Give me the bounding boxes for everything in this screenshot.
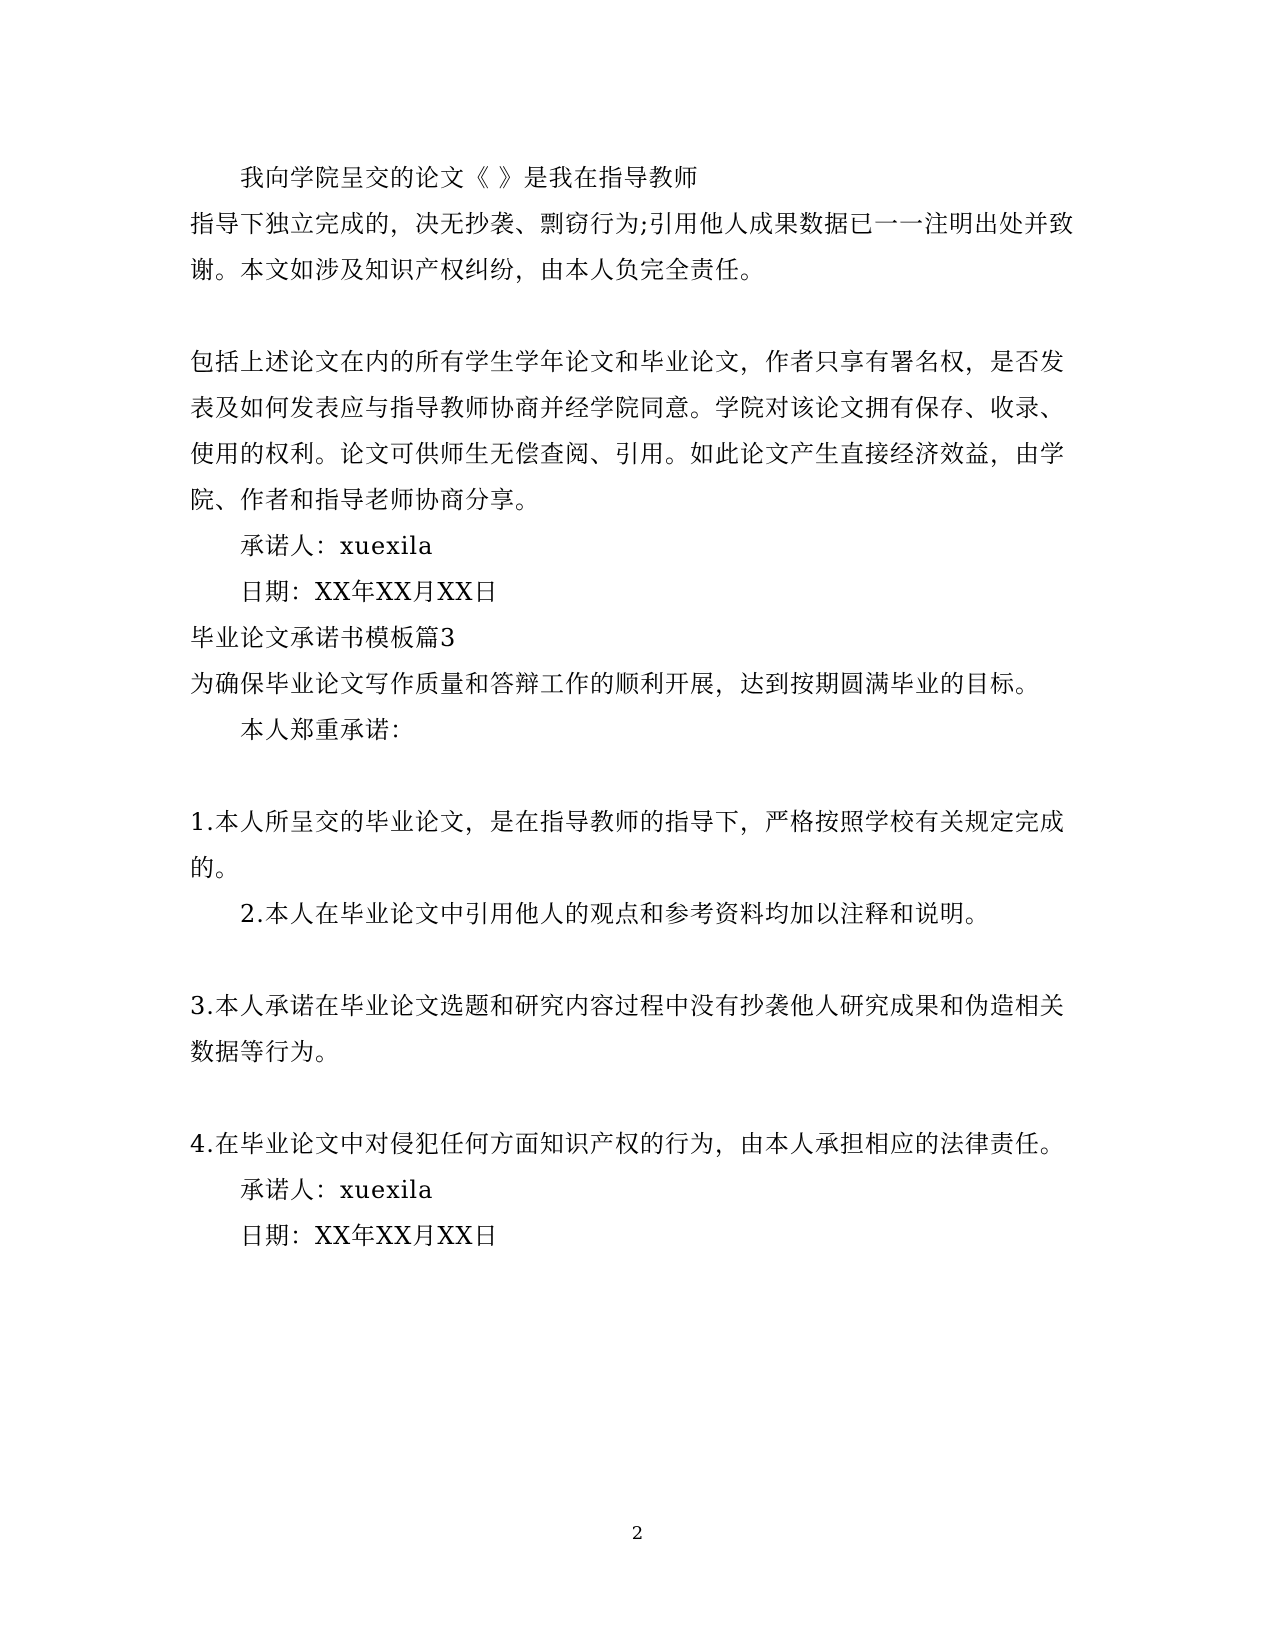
paragraph-line-1: 我向学院呈交的论文《 》是我在指导教师 xyxy=(240,164,699,192)
date-line-1: 日期：XX年XX月XX日 xyxy=(240,578,499,606)
pledge-item-3-line-2: 数据等行为。 xyxy=(190,1038,340,1066)
paragraph-line-8: 为确保毕业论文写作质量和答辩工作的顺利开展，达到按期圆满毕业的目标。 xyxy=(190,670,1040,698)
pledge-item-3-line-1: 3.本人承诺在毕业论文选题和研究内容过程中没有抄袭他人研究成果和伪造相关 xyxy=(190,992,1065,1020)
paragraph-line-3: 谢。本文如涉及知识产权纠纷，由本人负完全责任。 xyxy=(190,256,765,284)
signatory-line-2: 承诺人：xuexila xyxy=(240,1176,434,1204)
paragraph-line-9: 本人郑重承诺： xyxy=(240,716,415,744)
paragraph-line-6: 使用的权利。论文可供师生无偿查阅、引用。如此论文产生直接经济效益，由学 xyxy=(190,440,1065,468)
page-number: 2 xyxy=(631,1523,644,1544)
paragraph-line-2: 指导下独立完成的，决无抄袭、剽窃行为;引用他人成果数据已一一注明出处并致 xyxy=(190,210,1075,238)
signatory-line-1: 承诺人：xuexila xyxy=(240,532,434,560)
section-heading: 毕业论文承诺书模板篇3 xyxy=(190,624,457,652)
paragraph-line-7: 院、作者和指导老师协商分享。 xyxy=(190,486,540,514)
pledge-item-1-line-2: 的。 xyxy=(190,854,240,882)
pledge-item-1-line-1: 1.本人所呈交的毕业论文，是在指导教师的指导下，严格按照学校有关规定完成 xyxy=(190,808,1065,836)
pledge-item-4: 4.在毕业论文中对侵犯任何方面知识产权的行为，由本人承担相应的法律责任。 xyxy=(190,1130,1065,1158)
paragraph-line-5: 表及如何发表应与指导教师协商并经学院同意。学院对该论文拥有保存、收录、 xyxy=(190,394,1065,422)
date-line-2: 日期：XX年XX月XX日 xyxy=(240,1222,499,1250)
pledge-item-2: 2.本人在毕业论文中引用他人的观点和参考资料均加以注释和说明。 xyxy=(240,900,990,928)
paragraph-line-4: 包括上述论文在内的所有学生学年论文和毕业论文，作者只享有署名权，是否发 xyxy=(190,348,1065,376)
